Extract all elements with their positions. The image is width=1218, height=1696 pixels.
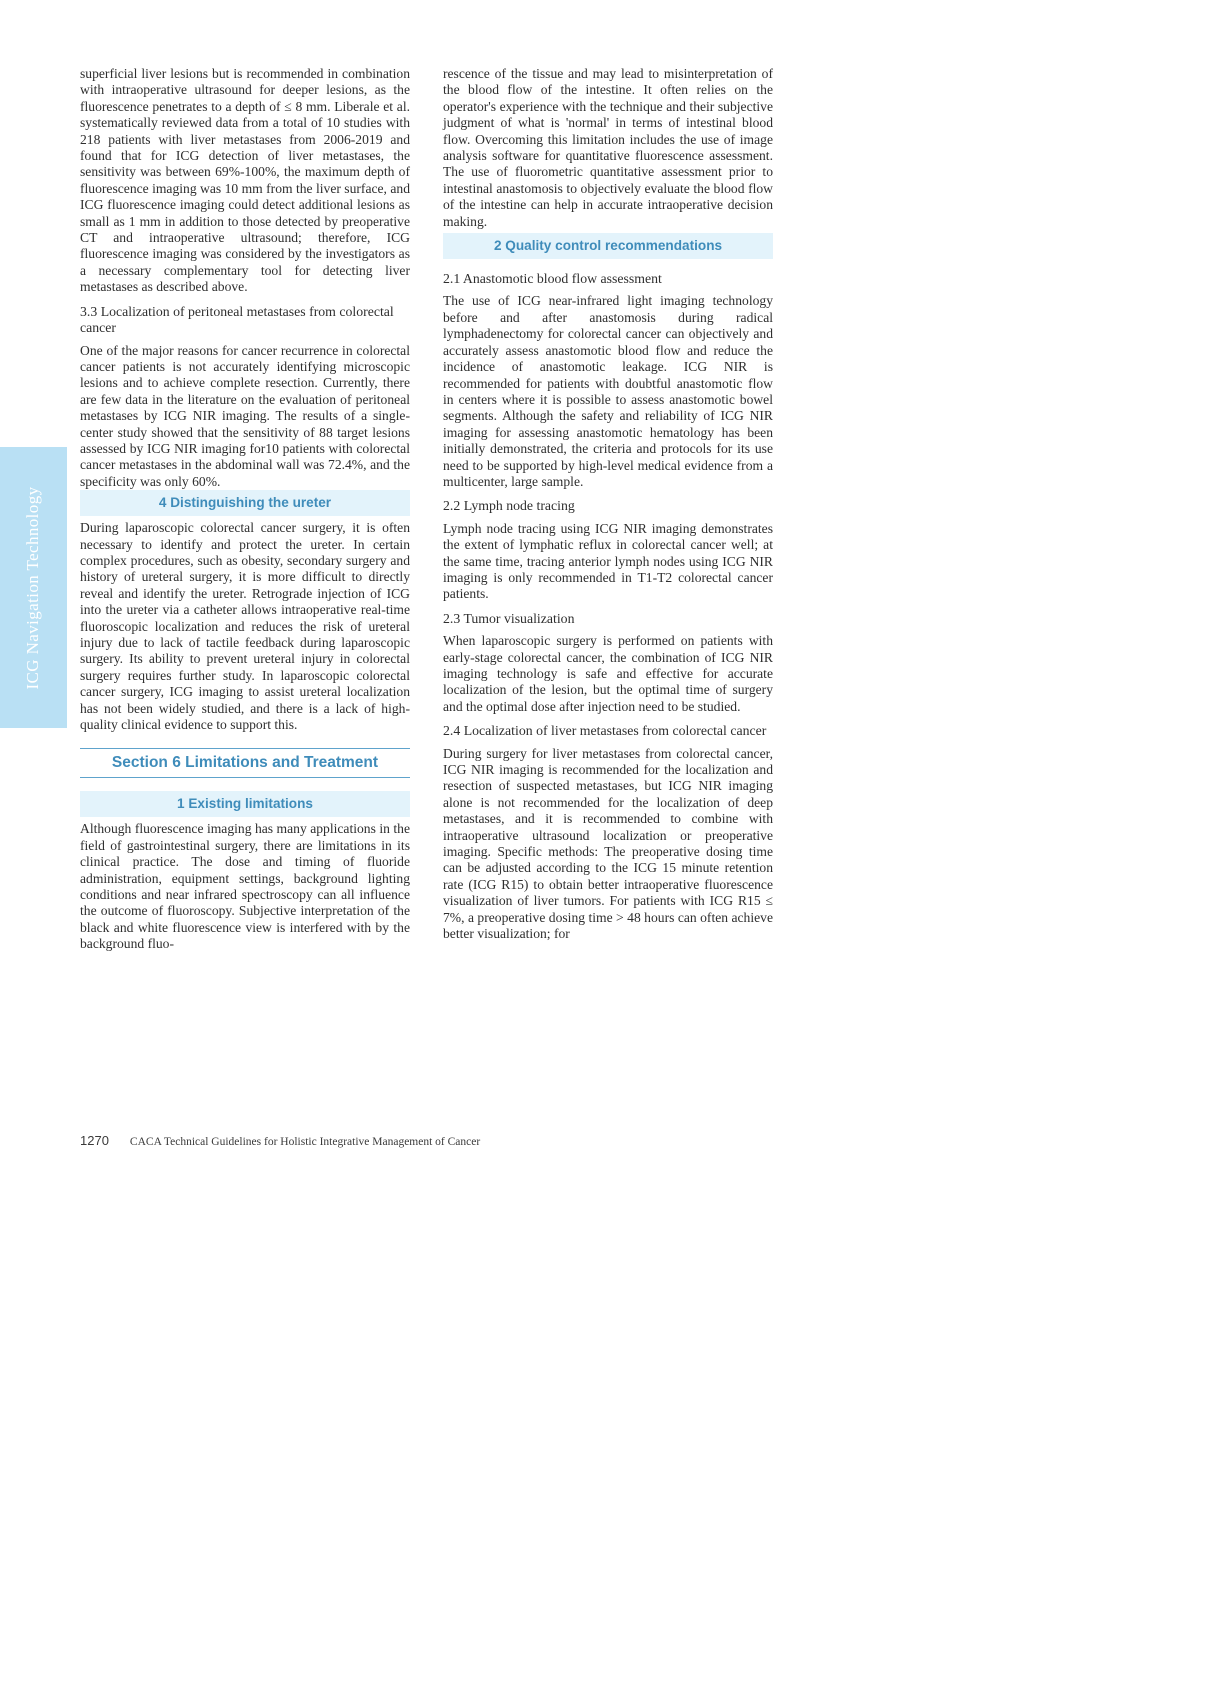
heading-existing-limitations: 1 Existing limitations xyxy=(80,791,410,817)
paragraph-liver-metastases-localization: During surgery for liver metastases from colorectal cancer, ICG NIR imaging is recommended for the localization and resection of suspected metastases, but ICG NIR imaging alone is not recommended for the localization of deep metastases, and it is recommended to combine with intraoperative ultrasound localization or preoperative imaging. Specific methods: The preoperative dosing time can be adjusted according to the ICG 15 minute retention rate (ICG R15) to obtain better intraoperative fluorescence visualization of liver tumors. For patients with ICG R15 ≤ 7%, a preoperative dosing time > 48 hours can often achieve better visualization; for xyxy=(443,745,773,942)
running-title: CACA Technical Guidelines for Holistic Integrative Management of Cancer xyxy=(129,1136,481,1148)
left-column xyxy=(80,66,410,953)
paragraph-peritoneal-metastases: One of the major reasons for cancer recurrence in colorectal cancer patients is not accurately identifying microscopic lesions and to achieve complete resection. Currently, there are few data in the literature on the evaluation of peritoneal metastases by ICG NIR imaging. The results of a single-center study showed that the sensitivity of 88 target lesions assessed by ICG NIR imaging for10 patients with colorectal cancer metastases in the abdominal wall was 72.4%, and the specificity was only 60%. xyxy=(80,342,410,489)
paragraph-ureter: During laparoscopic colorectal cancer surgery, it is often necessary to identify and protect the ureter. In certain complex procedures, such as obesity, secondary surgery and history of ureteral surgery, it is more difficult to directly reveal and identify the ureter. Retrograde injection of ICG into the ureter via a catheter allows intraoperative real-time fluoroscopic localization and reduces the risk of ureteral injury due to lack of tactile feedback during laparoscopic surgery. Its ability to prevent ureteral injury in colorectal surgery requires further study. In laparoscopic colorectal cancer surgery, ICG imaging to assist ureteral localization has not been widely studied, and there is a lack of high-quality clinical evidence to support this. xyxy=(80,520,410,733)
paragraph-tumor-visualization: When laparoscopic surgery is performed on patients with early-stage colorectal cancer, the combination of ICG NIR imaging technology is safe and effective for accurate localization of the lesion, but the optimal time of surgery and the optimal dose after injection need to be studied. xyxy=(443,633,773,714)
paragraph-lymph-node-tracing: Lymph node tracing using ICG NIR imaging demonstrates the extent of lymphatic reflux in colorectal cancer well; at the same time, tracing anterior lymph nodes using ICG NIR imaging is only recommended in T1-T2 colorectal cancer patients. xyxy=(443,520,773,602)
side-tab-label: ICG Navigation Technology xyxy=(23,486,42,690)
heading-quality-control: 2 Quality control recommendations xyxy=(443,233,773,259)
heading-distinguishing-ureter: 4 Distinguishing the ureter xyxy=(80,490,410,516)
subheading-2-4: 2.4 Localization of liver metastases from colorectal cancer xyxy=(443,723,767,739)
paragraph-liver-metastases-continued: superficial liver lesions but is recommended in combination with intraoperative ultrasound for deeper lesions, as the fluorescence penetrates to a depth of ≤ 8 mm. Liberale et al. systematically reviewed data from a total of 10 studies with 218 patients with liver metastases from 2006-2019 and found that for ICG detection of liver metastases, the sensitivity was between 69%-100%, the maximum depth of fluorescence imaging was 10 mm from the liver surface, and ICG fluorescence imaging could detect additional lesions as small as 1 mm in addition to those detected by preoperative CT and intraoperative ultrasound; therefore, ICG fluorescence imaging was considered by the investigators as a necessary complementary tool for detecting liver metastases as described above. xyxy=(80,66,410,295)
subheading-2-1: 2.1 Anastomotic blood flow assessment xyxy=(443,271,662,287)
subheading-3-3: 3.3 Localization of peritoneal metastases from colorectal cancer xyxy=(80,303,394,336)
subheading-2-2: 2.2 Lymph node tracing xyxy=(443,498,575,514)
page-footer xyxy=(80,1133,480,1149)
paragraph-existing-limitations: Although fluorescence imaging has many applications in the field of gastrointestinal surgery, there are limitations in its clinical practice. The dose and timing of fluoride administration, equipment settings, background lighting conditions and near infrared spectroscopy can all influence the outcome of fluoroscopy. Subjective interpretation of the black and white fluorescence view is interfered with by the background fluo- xyxy=(80,821,410,952)
subheading-2-3: 2.3 Tumor visualization xyxy=(443,610,575,626)
paragraph-limitations-continued: rescence of the tissue and may lead to misinterpretation of the blood flow of the intestine. It often relies on the operator's experience with the technique and their subjective judgment of what is 'normal' in terms of intestinal blood flow. Overcoming this limitation includes the use of image analysis software for quantitative fluorescence assessment. The use of fluorometric quantitative assessment prior to intestinal anastomosis to objectively evaluate the blood flow of the intestine can help in accurate intraoperative decision making. xyxy=(443,66,773,229)
section-6-heading: Section 6 Limitations and Treatment xyxy=(80,748,410,778)
paragraph-anastomotic-blood-flow: The use of ICG near-infrared light imaging technology before and after anastomosis during radical lymphadenectomy for colorectal cancer can objectively and accurately assess anastomotic blood flow and reduce the incidence of anastomotic leakage. ICG NIR is recommended for patients with doubtful anastomotic flow in centers where it is possible to assess anastomotic bowel segments. Although the safety and reliability of ICG NIR imaging for assessing anastomotic hematology has been initially demonstrated, the criteria and protocols for its use need to be supported by high-level medical evidence from a multicenter, large sample. xyxy=(443,293,773,489)
right-column xyxy=(443,66,773,943)
page-number: 1270 xyxy=(80,1133,109,1148)
